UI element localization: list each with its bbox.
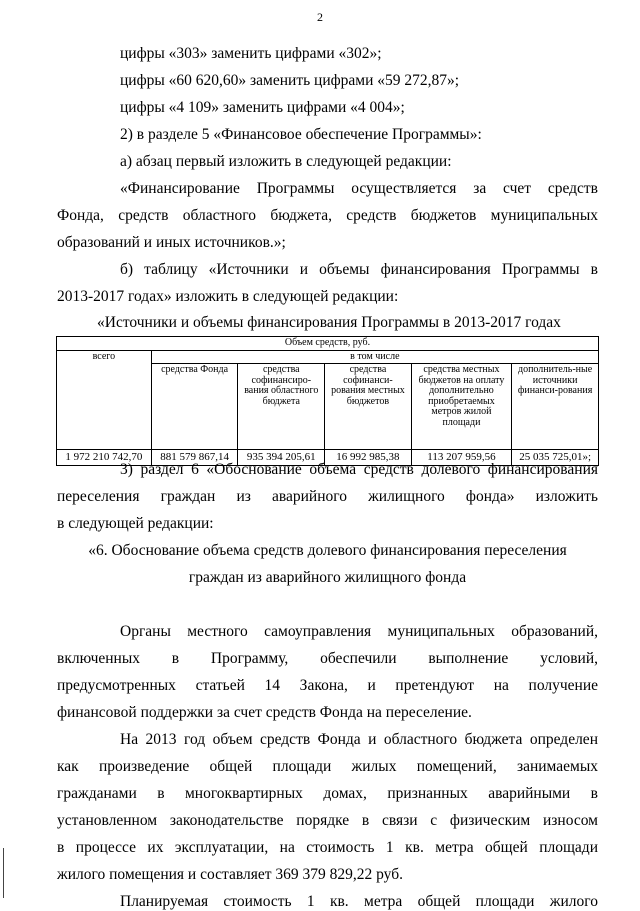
text-line: в процессе их эксплуатации, на стоимость 1 кв. метра общей площади bbox=[57, 839, 598, 856]
table-cell: 25 035 725,01»; bbox=[512, 450, 599, 466]
text-line: образований и иных источников.»; bbox=[57, 234, 286, 251]
text-line: б) таблицу «Источники и объемы финансирования Программы в bbox=[120, 261, 598, 278]
col-regional-header: средства софинансиро-вания областного бюджета bbox=[238, 364, 325, 450]
col-fund-header: средства Фонда bbox=[151, 364, 238, 450]
col-local-header: средства софинанси-рования местных бюджетов bbox=[325, 364, 412, 450]
table-cell: 113 207 959,56 bbox=[411, 450, 511, 466]
text-line: На 2013 год объем средств Фонда и областного бюджета определен bbox=[120, 731, 598, 748]
scan-edge-mark bbox=[3, 848, 4, 898]
text-line: цифры «4 109» заменить цифрами «4 004»; bbox=[120, 99, 405, 116]
text-line: установленном законодательстве порядке в связи с физическим износом bbox=[57, 812, 598, 829]
text-line: Фонда, средств областного бюджета, средств бюджетов муниципальных bbox=[57, 207, 598, 224]
table-cell: 935 394 205,61 bbox=[238, 450, 325, 466]
text-line: переселения граждан из аварийного жилищного фонда» изложить bbox=[57, 488, 598, 505]
text-line: 3) раздел 6 «Обоснование объема средств долевого финансирования bbox=[120, 461, 598, 478]
col-other-header: дополнитель-ные источники финанси-рования bbox=[512, 364, 599, 450]
text-line: Планируемая стоимость 1 кв. метра общей площади жилого bbox=[120, 893, 598, 910]
text-line: в следующей редакции: bbox=[57, 515, 214, 532]
text-line: цифры «303» заменить цифрами «302»; bbox=[120, 45, 382, 62]
section-heading: «6. Обоснование объема средств долевого финансирования переселения bbox=[88, 542, 567, 559]
text-line: гражданами в многоквартирных домах, признанных аварийными в bbox=[57, 785, 598, 802]
table-cell: 881 579 867,14 bbox=[151, 450, 238, 466]
text-line: как произведение общей площади жилых помещений, занимаемых bbox=[57, 758, 598, 775]
table-title: «Источники и объемы финансирования Программы в 2013-2017 годах bbox=[97, 314, 561, 331]
col-local-extra-header: средства местных бюджетов на оплату дополнительно приобретаемых метров жилой площади bbox=[411, 364, 511, 450]
text-line: цифры «60 620,60» заменить цифрами «59 272,87»; bbox=[120, 72, 460, 89]
text-line: жилого помещения и составляет 369 379 829,22 руб. bbox=[57, 866, 403, 883]
table-cell: 1 972 210 742,70 bbox=[57, 450, 152, 466]
text-line: 2013-2017 годах» изложить в следующей редакции: bbox=[57, 288, 399, 305]
text-line: а) абзац первый изложить в следующей редакции: bbox=[120, 153, 452, 170]
financing-table bbox=[56, 336, 599, 466]
page-number: 2 bbox=[317, 10, 323, 24]
section-heading: граждан из аварийного жилищного фонда bbox=[188, 569, 467, 586]
table-cell: 16 992 985,38 bbox=[325, 450, 412, 466]
text-line: финансовой поддержки за счет средств Фонда на переселение. bbox=[57, 704, 472, 721]
text-line: Органы местного самоуправления муниципальных образований, bbox=[120, 623, 598, 640]
text-line: предусмотренных статьей 14 Закона, и претендуют на получение bbox=[57, 677, 598, 694]
col-total-header: всего bbox=[57, 350, 152, 450]
incl-header: в том числе bbox=[151, 350, 598, 364]
table-header-top: Объем средств, руб. bbox=[57, 337, 599, 351]
text-line: включенных в Программу, обеспечили выполнение условий, bbox=[57, 650, 598, 667]
text-line: «Финансирование Программы осуществляется за счет средств bbox=[120, 180, 598, 197]
text-line: 2) в разделе 5 «Финансовое обеспечение Программы»: bbox=[120, 126, 482, 143]
